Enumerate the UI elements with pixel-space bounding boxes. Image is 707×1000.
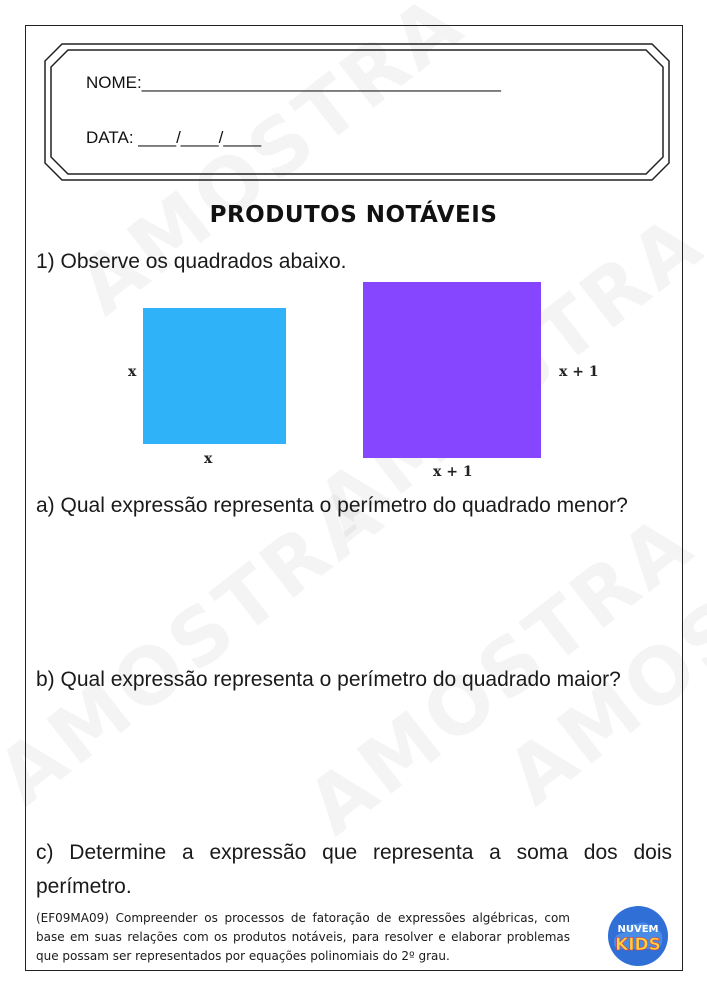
question-intro: 1) Observe os quadrados abaixo.: [36, 250, 347, 273]
question-b: b) Qual expressão representa o perímetro do quadrado maior?: [36, 668, 621, 691]
question-c: c) Determine a expressão que representa a soma dos dois perímetro.: [36, 841, 672, 898]
page-title: PRODUTOS NOTÁVEIS: [209, 202, 498, 228]
question-a: a) Qual expressão representa o perímetro do quadrado menor?: [36, 494, 628, 517]
big-square-bottom-label: x + 1: [433, 464, 473, 480]
svg-text:KIDS: KIDS: [615, 935, 661, 955]
svg-text:NUVEM: NUVEM: [617, 924, 659, 935]
small-square-left-label: x: [128, 364, 137, 380]
big-square: [363, 282, 541, 458]
name-field-label: NOME:______________________________________: [86, 73, 501, 92]
bncc-footnote: (EF09MA09) Compreender os processos de fatoração de expressões algébricas, com base em suas relações com os produtos notáveis, para resolver e elaborar problemas que possam ser representados por equações polinomiais do 2º grau.: [36, 911, 570, 963]
big-square-right-label: x + 1: [559, 364, 599, 380]
nuvem-kids-logo: [604, 905, 672, 967]
small-square-bottom-label: x: [204, 451, 213, 467]
date-field-label: DATA: ____/____/____: [86, 128, 262, 147]
header-frame: [44, 43, 670, 181]
small-square: [143, 308, 286, 444]
